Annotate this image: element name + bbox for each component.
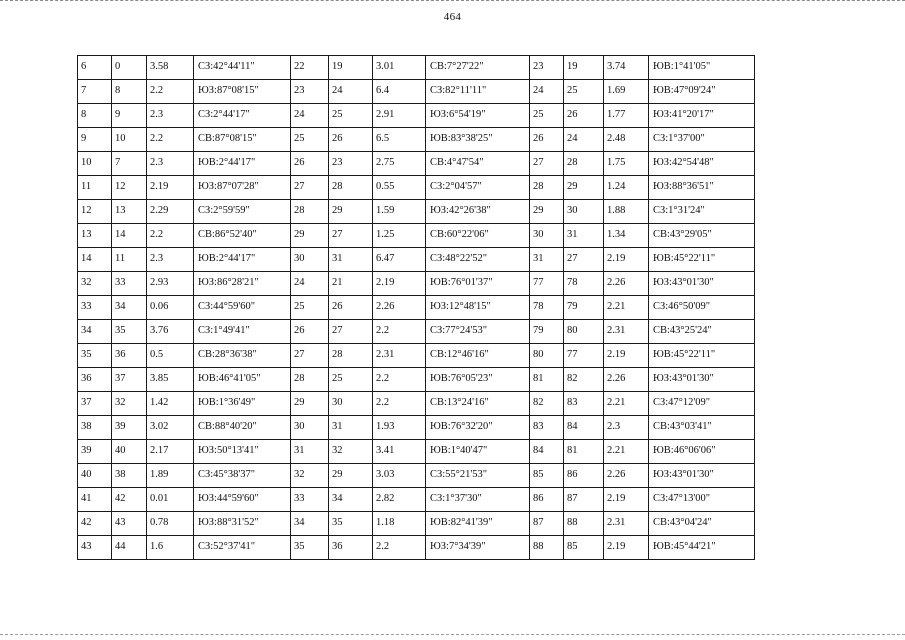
table-cell: 28	[564, 152, 604, 176]
table-cell: 34	[329, 488, 373, 512]
table-cell: 0	[112, 56, 147, 80]
table-cell: 1.88	[604, 200, 649, 224]
table-cell: ЮЗ:50°13'41"	[194, 440, 291, 464]
table-cell: 24	[291, 104, 329, 128]
table-cell: 33	[112, 272, 147, 296]
table-cell: 3.85	[147, 368, 194, 392]
table-row	[78, 80, 755, 104]
table-cell: СВ:60°22'06"	[426, 224, 530, 248]
table-row	[78, 488, 755, 512]
table-cell: СЗ:48°22'52"	[426, 248, 530, 272]
table-cell: 12	[78, 200, 112, 224]
table-cell: 2.31	[604, 320, 649, 344]
table-row	[78, 56, 755, 80]
table-cell: 25	[291, 128, 329, 152]
table-cell: 83	[564, 392, 604, 416]
table-cell: 3.01	[373, 56, 426, 80]
table-cell: 1.77	[604, 104, 649, 128]
table-cell: ЮВ:76°05'23"	[426, 368, 530, 392]
table-cell: 28	[329, 344, 373, 368]
table-cell: 25	[291, 296, 329, 320]
table-cell: СЗ:52°37'41"	[194, 536, 291, 560]
table-cell: 36	[329, 536, 373, 560]
table-cell: 24	[291, 272, 329, 296]
table-cell: 2.3	[147, 248, 194, 272]
table-cell: 2.31	[373, 344, 426, 368]
table-cell: 39	[112, 416, 147, 440]
table-cell: 32	[78, 272, 112, 296]
table-row	[78, 248, 755, 272]
table-cell: СЗ:47°12'09"	[649, 392, 755, 416]
table-cell: 2.2	[147, 128, 194, 152]
table-cell: 43	[112, 512, 147, 536]
table-cell: 2.19	[604, 344, 649, 368]
table-cell: 36	[112, 344, 147, 368]
table-cell: 85	[530, 464, 564, 488]
table-cell: 30	[564, 200, 604, 224]
table-cell: 11	[78, 176, 112, 200]
table-cell: 31	[329, 416, 373, 440]
table-cell: 22	[291, 56, 329, 80]
table-cell: 87	[530, 512, 564, 536]
table-cell: 83	[530, 416, 564, 440]
table-cell: 30	[291, 416, 329, 440]
table-cell: 2.19	[604, 248, 649, 272]
table-cell: СЗ:42°44'11"	[194, 56, 291, 80]
table-cell: 2.3	[147, 152, 194, 176]
table-cell: 32	[329, 440, 373, 464]
table-cell: 2.31	[604, 512, 649, 536]
table-cell: 80	[530, 344, 564, 368]
table-cell: 2.3	[604, 416, 649, 440]
table-cell: 0.78	[147, 512, 194, 536]
table-cell: СЗ:1°37'00"	[649, 128, 755, 152]
table-cell: ЮВ:45°22'11"	[649, 248, 755, 272]
table-cell: 2.21	[604, 296, 649, 320]
table-cell: 24	[530, 80, 564, 104]
table-cell: 2.17	[147, 440, 194, 464]
table-cell: 26	[291, 152, 329, 176]
survey-table-body	[78, 56, 755, 560]
table-cell: ЮЗ:87°07'28"	[194, 176, 291, 200]
table-cell: СЗ:2°04'57"	[426, 176, 530, 200]
table-cell: 82	[564, 368, 604, 392]
table-cell: 1.89	[147, 464, 194, 488]
table-cell: 2.19	[147, 176, 194, 200]
table-cell: 86	[564, 464, 604, 488]
table-cell: СЗ:44°59'60"	[194, 296, 291, 320]
table-row	[78, 320, 755, 344]
table-cell: 2.75	[373, 152, 426, 176]
table-cell: 10	[112, 128, 147, 152]
table-cell: ЮВ:76°32'20"	[426, 416, 530, 440]
table-cell: ЮЗ:42°54'48"	[649, 152, 755, 176]
table-cell: 26	[329, 296, 373, 320]
table-cell: 30	[291, 248, 329, 272]
table-row	[78, 344, 755, 368]
table-cell: 1.25	[373, 224, 426, 248]
table-cell: 0.01	[147, 488, 194, 512]
table-cell: 29	[329, 200, 373, 224]
table-cell: 6.4	[373, 80, 426, 104]
table-cell: 8	[78, 104, 112, 128]
table-cell: 88	[564, 512, 604, 536]
table-cell: 12	[112, 176, 147, 200]
table-row	[78, 416, 755, 440]
table-cell: ЮВ:83°38'25"	[426, 128, 530, 152]
table-cell: 41	[78, 488, 112, 512]
table-cell: ЮЗ:41°20'17"	[649, 104, 755, 128]
table-cell: ЮЗ:42°26'38"	[426, 200, 530, 224]
table-cell: 42	[112, 488, 147, 512]
table-cell: 79	[530, 320, 564, 344]
table-cell: СВ:87°08'15"	[194, 128, 291, 152]
table-cell: 2.2	[147, 224, 194, 248]
table-cell: 25	[329, 368, 373, 392]
table-cell: 6.5	[373, 128, 426, 152]
table-cell: 34	[112, 296, 147, 320]
table-cell: 77	[564, 344, 604, 368]
table-cell: 23	[530, 56, 564, 80]
table-cell: 85	[564, 536, 604, 560]
table-cell: 1.75	[604, 152, 649, 176]
table-row	[78, 152, 755, 176]
table-cell: 36	[78, 368, 112, 392]
table-cell: СЗ:77°24'53"	[426, 320, 530, 344]
table-cell: 87	[564, 488, 604, 512]
table-cell: ЮЗ:88°36'51"	[649, 176, 755, 200]
table-cell: ЮЗ:44°59'60"	[194, 488, 291, 512]
scan-top-edge	[0, 0, 905, 1]
table-cell: 0.55	[373, 176, 426, 200]
table-cell: СЗ:47°13'00"	[649, 488, 755, 512]
table-cell: 26	[564, 104, 604, 128]
table-cell: 33	[291, 488, 329, 512]
table-cell: 29	[291, 224, 329, 248]
table-cell: ЮЗ:43°01'30"	[649, 368, 755, 392]
table-cell: 1.34	[604, 224, 649, 248]
table-row	[78, 392, 755, 416]
table-cell: ЮВ:46°41'05"	[194, 368, 291, 392]
table-cell: 0.5	[147, 344, 194, 368]
table-cell: СВ:43°04'24"	[649, 512, 755, 536]
table-cell: 28	[291, 368, 329, 392]
table-cell: СЗ:45°38'37"	[194, 464, 291, 488]
table-cell: 27	[530, 152, 564, 176]
table-cell: 3.41	[373, 440, 426, 464]
table-cell: 2.26	[604, 368, 649, 392]
table-cell: 32	[112, 392, 147, 416]
table-cell: 29	[530, 200, 564, 224]
table-cell: 1.93	[373, 416, 426, 440]
table-cell: 29	[329, 464, 373, 488]
table-cell: ЮЗ:86°28'21"	[194, 272, 291, 296]
table-cell: 7	[78, 80, 112, 104]
table-cell: 2.26	[604, 464, 649, 488]
table-cell: 2.2	[373, 536, 426, 560]
table-cell: 23	[329, 152, 373, 176]
table-cell: 81	[530, 368, 564, 392]
table-cell: 42	[78, 512, 112, 536]
table-cell: 9	[78, 128, 112, 152]
table-cell: СВ:86°52'40"	[194, 224, 291, 248]
table-cell: 44	[112, 536, 147, 560]
table-cell: СЗ:82°11'11"	[426, 80, 530, 104]
table-row	[78, 440, 755, 464]
table-cell: 39	[78, 440, 112, 464]
table-cell: 25	[329, 104, 373, 128]
table-cell: 33	[78, 296, 112, 320]
table-cell: 1.42	[147, 392, 194, 416]
table-cell: 0.06	[147, 296, 194, 320]
table-cell: ЮВ:1°40'47"	[426, 440, 530, 464]
table-cell: СВ:43°29'05"	[649, 224, 755, 248]
table-cell: ЮЗ:43°01'30"	[649, 464, 755, 488]
table-cell: 25	[564, 80, 604, 104]
table-cell: 31	[291, 440, 329, 464]
table-cell: 35	[329, 512, 373, 536]
table-cell: 79	[564, 296, 604, 320]
table-row	[78, 536, 755, 560]
table-cell: 7	[112, 152, 147, 176]
table-cell: СВ:13°24'16"	[426, 392, 530, 416]
table-cell: ЮВ:2°44'17"	[194, 248, 291, 272]
table-row	[78, 176, 755, 200]
table-cell: СВ:88°40'20"	[194, 416, 291, 440]
table-cell: СЗ:46°50'09"	[649, 296, 755, 320]
table-cell: 23	[291, 80, 329, 104]
table-cell: СВ:12°46'16"	[426, 344, 530, 368]
table-cell: 13	[78, 224, 112, 248]
table-cell: 78	[530, 296, 564, 320]
page-number: 464	[443, 11, 462, 23]
table-row	[78, 296, 755, 320]
table-cell: 3.03	[373, 464, 426, 488]
table-cell: СЗ:1°31'24"	[649, 200, 755, 224]
table-cell: 14	[112, 224, 147, 248]
table-cell: СВ:7°27'22"	[426, 56, 530, 80]
table-cell: 28	[291, 200, 329, 224]
table-cell: ЮЗ:7°34'39"	[426, 536, 530, 560]
table-cell: ЮВ:76°01'37"	[426, 272, 530, 296]
table-cell: 10	[78, 152, 112, 176]
table-row	[78, 128, 755, 152]
table-cell: 24	[329, 80, 373, 104]
table-cell: 28	[530, 176, 564, 200]
table-row	[78, 104, 755, 128]
table-cell: ЮЗ:12°48'15"	[426, 296, 530, 320]
table-cell: 78	[564, 272, 604, 296]
table-cell: 1.18	[373, 512, 426, 536]
table-cell: ЮЗ:43°01'30"	[649, 272, 755, 296]
table-cell: ЮВ:47°09'24"	[649, 80, 755, 104]
table-cell: 14	[78, 248, 112, 272]
survey-bearings-table	[77, 55, 755, 560]
table-cell: 21	[329, 272, 373, 296]
table-cell: 2.82	[373, 488, 426, 512]
table-cell: 2.26	[373, 296, 426, 320]
table-cell: ЮВ:1°41'05"	[649, 56, 755, 80]
table-cell: 2.2	[373, 392, 426, 416]
table-cell: 38	[112, 464, 147, 488]
table-cell: СЗ:55°21'53"	[426, 464, 530, 488]
table-row	[78, 200, 755, 224]
table-cell: 1.69	[604, 80, 649, 104]
table-cell: 2.3	[147, 104, 194, 128]
table-cell: ЮВ:45°44'21"	[649, 536, 755, 560]
table-cell: 84	[564, 416, 604, 440]
table-cell: 2.93	[147, 272, 194, 296]
table-cell: 1.6	[147, 536, 194, 560]
table-cell: СЗ:1°37'30"	[426, 488, 530, 512]
table-cell: 35	[112, 320, 147, 344]
table-cell: СВ:43°03'41"	[649, 416, 755, 440]
table-cell: 27	[564, 248, 604, 272]
table-cell: 2.91	[373, 104, 426, 128]
table-cell: 82	[530, 392, 564, 416]
table-cell: 2.19	[604, 536, 649, 560]
table-row	[78, 512, 755, 536]
table-cell: 2.29	[147, 200, 194, 224]
table-cell: 37	[78, 392, 112, 416]
table-cell: 19	[564, 56, 604, 80]
table-cell: 24	[564, 128, 604, 152]
table-cell: 30	[530, 224, 564, 248]
table-cell: 2.26	[604, 272, 649, 296]
table-cell: 29	[564, 176, 604, 200]
table-cell: СВ:28°36'38"	[194, 344, 291, 368]
table-cell: 28	[329, 176, 373, 200]
table-cell: 2.2	[147, 80, 194, 104]
table-cell: 34	[78, 320, 112, 344]
table-cell: 38	[78, 416, 112, 440]
table-cell: 3.76	[147, 320, 194, 344]
table-cell: СЗ:2°59'59"	[194, 200, 291, 224]
table-cell: 88	[530, 536, 564, 560]
table-cell: 27	[329, 320, 373, 344]
table-cell: 6	[78, 56, 112, 80]
table-cell: 86	[530, 488, 564, 512]
table-cell: 26	[291, 320, 329, 344]
table-cell: 9	[112, 104, 147, 128]
table-cell: ЮВ:2°44'17"	[194, 152, 291, 176]
table-cell: 35	[78, 344, 112, 368]
table-cell: ЮВ:46°06'06"	[649, 440, 755, 464]
table-cell: 27	[291, 176, 329, 200]
table-cell: 2.19	[604, 488, 649, 512]
table-cell: 37	[112, 368, 147, 392]
scan-bottom-edge	[0, 634, 905, 635]
table-row	[78, 272, 755, 296]
table-cell: 2.2	[373, 320, 426, 344]
table-cell: СВ:43°25'24"	[649, 320, 755, 344]
table-cell: 34	[291, 512, 329, 536]
table-cell: 43	[78, 536, 112, 560]
table-cell: 1.24	[604, 176, 649, 200]
table-cell: 3.58	[147, 56, 194, 80]
table-cell: ЮЗ:6°54'19"	[426, 104, 530, 128]
table-cell: 2.2	[373, 368, 426, 392]
table-cell: 3.02	[147, 416, 194, 440]
table-cell: СЗ:1°49'41"	[194, 320, 291, 344]
table-cell: 2.21	[604, 392, 649, 416]
table-cell: 26	[329, 128, 373, 152]
table-cell: ЮВ:45°22'11"	[649, 344, 755, 368]
table-cell: 6.47	[373, 248, 426, 272]
table-cell: 1.59	[373, 200, 426, 224]
table-cell: 26	[530, 128, 564, 152]
table-cell: 19	[329, 56, 373, 80]
table-cell: 32	[291, 464, 329, 488]
table-cell: 40	[78, 464, 112, 488]
table-cell: 30	[329, 392, 373, 416]
table-cell: 8	[112, 80, 147, 104]
table-row	[78, 224, 755, 248]
table-cell: ЮЗ:88°31'52"	[194, 512, 291, 536]
table-cell: ЮВ:82°41'39"	[426, 512, 530, 536]
table-cell: СВ:4°47'54"	[426, 152, 530, 176]
table-cell: ЮВ:1°36'49"	[194, 392, 291, 416]
table-cell: 80	[564, 320, 604, 344]
table-cell: 29	[291, 392, 329, 416]
table-cell: 25	[530, 104, 564, 128]
table-cell: СЗ:2°44'17"	[194, 104, 291, 128]
table-cell: 31	[530, 248, 564, 272]
table-cell: 81	[564, 440, 604, 464]
table-cell: 31	[329, 248, 373, 272]
table-cell: 27	[329, 224, 373, 248]
table-cell: ЮЗ:87°08'15"	[194, 80, 291, 104]
table-cell: 84	[530, 440, 564, 464]
table-cell: 35	[291, 536, 329, 560]
table-cell: 27	[291, 344, 329, 368]
table-cell: 40	[112, 440, 147, 464]
table-cell: 2.48	[604, 128, 649, 152]
table-cell: 77	[530, 272, 564, 296]
table-cell: 31	[564, 224, 604, 248]
table-row	[78, 464, 755, 488]
table-cell: 2.21	[604, 440, 649, 464]
table-cell: 11	[112, 248, 147, 272]
table-cell: 3.74	[604, 56, 649, 80]
table-cell: 13	[112, 200, 147, 224]
table-row	[78, 368, 755, 392]
table-cell: 2.19	[373, 272, 426, 296]
